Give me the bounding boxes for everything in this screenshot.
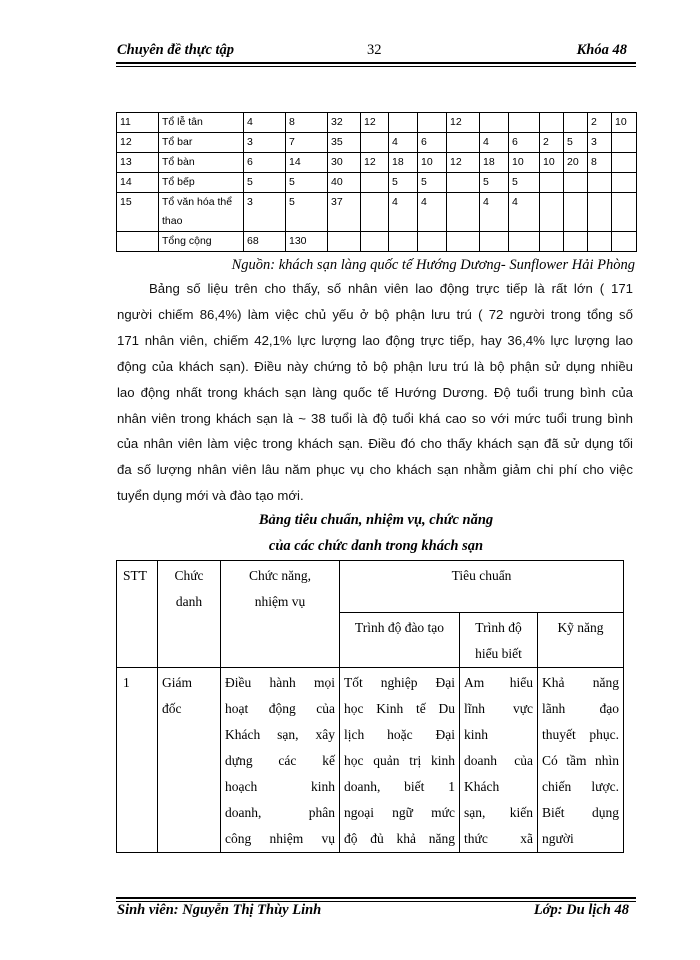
- paragraph-line: nhân viên trong khách sạn là ~ 38 tuổi là độ tuổi khá cao so với mức tuổi trung bình: [117, 410, 633, 426]
- table2-title-line2: của các chức danh trong khách sạn: [268, 538, 484, 554]
- cell-line: học Kinh tế Du: [344, 701, 455, 716]
- staff-table-cell: 12: [361, 113, 389, 133]
- staff-table-cell: [588, 232, 612, 252]
- staff-table-dept-cell: Tổ văn hóa thể thao: [159, 193, 244, 232]
- cell-line: Có tầm nhìn: [542, 753, 619, 768]
- paragraph-line: đa số lượng nhân viên lâu năm phục vụ cho khách sạn nhằm giảm chi phí cho việc: [117, 462, 633, 478]
- header-function: Chức năng, nhiệm vụ: [221, 561, 340, 668]
- cell-line: Khách sạn, xây: [225, 727, 335, 742]
- staff-table-cell: 35: [328, 133, 361, 153]
- staff-table-cell: [588, 173, 612, 193]
- paragraph-line: động của khách sạn). Điều này chứng tỏ bộ phận lưu trú là bộ phận sử dụng nhiều: [117, 358, 633, 374]
- staff-table-cell: 2: [540, 133, 564, 153]
- staff-table-cell: 4: [480, 193, 509, 232]
- cell-line: thuyết phục.: [542, 727, 619, 742]
- staff-table-cell: 18: [480, 153, 509, 173]
- staff-table-cell: [480, 113, 509, 133]
- staff-table-cell: 12: [361, 153, 389, 173]
- staff-table-cell: 40: [328, 173, 361, 193]
- staff-table-cell: [389, 113, 418, 133]
- cell-line: hoạch kinh: [225, 779, 335, 794]
- cell-line: chiến lược.: [542, 779, 619, 794]
- header-course: Chuyên đề thực tập: [117, 42, 235, 58]
- staff-table-cell: 15: [117, 193, 159, 232]
- staff-table-cell: [328, 232, 361, 252]
- criteria-table: [116, 560, 624, 853]
- cell-line: Biết dụng: [542, 805, 619, 820]
- staff-table-cell: 4: [389, 133, 418, 153]
- staff-table-cell: 5: [564, 133, 588, 153]
- staff-table-cell: [361, 133, 389, 153]
- staff-table-cell: 7: [286, 133, 328, 153]
- paragraph-line: 171 nhân viên, chiếm 42,1% lực lượng lao động trực tiếp, hay 36,4% lực lượng lao: [117, 332, 633, 348]
- staff-table-cell: [389, 232, 418, 252]
- staff-table-cell: 10: [418, 153, 447, 173]
- staff-table-cell: 37: [328, 193, 361, 232]
- staff-table-cell: 4: [418, 193, 447, 232]
- staff-table-cell: 20: [564, 153, 588, 173]
- staff-table-cell: [540, 193, 564, 232]
- staff-table-cell: 5: [389, 173, 418, 193]
- staff-table-cell: 10: [540, 153, 564, 173]
- staff-table-cell: 12: [117, 133, 159, 153]
- staff-table-cell: [540, 113, 564, 133]
- cell-line: Khả năng: [542, 675, 619, 690]
- cell-line: đốc: [162, 701, 182, 716]
- staff-table-cell: 5: [418, 173, 447, 193]
- staff-table-dept-cell: Tổ bàn: [159, 153, 244, 173]
- row1-education: [340, 668, 460, 853]
- row1-skills: [538, 668, 624, 853]
- staff-table-cell: [612, 173, 637, 193]
- staff-table-cell: 18: [389, 153, 418, 173]
- staff-table-cell: [447, 133, 480, 153]
- paragraph-line: lao động nhất trong khách sạn làng quốc tế Hướng Dương. Độ tuổi trung bình của: [117, 384, 633, 400]
- staff-table-cell: 10: [612, 113, 637, 133]
- header-criteria: Tiêu chuẩn: [340, 561, 624, 613]
- staff-table-cell: 6: [418, 133, 447, 153]
- staff-table-cell: [509, 113, 540, 133]
- row1-stt: 1: [117, 668, 158, 853]
- staff-table-cell: 5: [480, 173, 509, 193]
- staff-table-cell: 6: [509, 133, 540, 153]
- footer-class: Lớp: Du lịch 48: [533, 902, 629, 918]
- page-number: 32: [367, 42, 382, 58]
- cell-line: công nhiệm vụ: [225, 831, 335, 846]
- cell-line: thức xã: [464, 831, 533, 846]
- cell-line: kinh: [464, 727, 489, 742]
- staff-table-cell: 3: [244, 133, 286, 153]
- staff-table-cell: 2: [588, 113, 612, 133]
- staff-table-cell: 8: [286, 113, 328, 133]
- staff-table-row: [117, 133, 637, 153]
- cell-line: hoạt động của: [225, 701, 335, 716]
- staff-table-cell: [361, 232, 389, 252]
- staff-table-cell: 5: [286, 173, 328, 193]
- staff-table-cell: 5: [509, 173, 540, 193]
- staff-table-cell: [612, 193, 637, 232]
- header-cohort: Khóa 48: [576, 42, 627, 58]
- staff-table-cell: 4: [480, 133, 509, 153]
- staff-table-cell: [612, 153, 637, 173]
- cell-line: ngoại ngữ mức: [344, 805, 455, 820]
- staff-table-cell: 5: [286, 193, 328, 232]
- paragraph-line: người chiếm 86,4%) làm việc chủ yếu ở bộ phận lưu trú ( 72 người trong tổng số: [117, 306, 633, 322]
- staff-table-cell: [509, 232, 540, 252]
- staff-table-cell: [480, 232, 509, 252]
- header-title: Chức danh: [158, 561, 221, 668]
- cell-line: doanh, phân: [225, 805, 335, 820]
- header-skills: Kỹ năng: [538, 613, 624, 668]
- cell-line: người: [542, 831, 574, 846]
- row1-function: [221, 668, 340, 853]
- staff-table-cell: [540, 173, 564, 193]
- cell-line: dựng các kế: [225, 753, 335, 768]
- staff-table-cell: [117, 232, 159, 252]
- staff-table-row: [117, 193, 637, 232]
- cell-line: doanh của: [464, 753, 533, 768]
- header-rule: [116, 62, 636, 67]
- staff-table-cell: 8: [588, 153, 612, 173]
- cell-line: Khách: [464, 779, 500, 794]
- staff-table-cell: [564, 173, 588, 193]
- staff-table-cell: 5: [244, 173, 286, 193]
- staff-table-cell: 68: [244, 232, 286, 252]
- staff-table-dept-cell: Tổng cộng: [159, 232, 244, 252]
- paragraph-line: Bảng số liệu trên cho thấy, số nhân viên lao động trực tiếp là rất lớn ( 171: [149, 281, 633, 296]
- header-stt: STT: [117, 561, 158, 668]
- table2-title-line1: Bảng tiêu chuẩn, nhiệm vụ, chức năng: [258, 512, 494, 528]
- staff-table-cell: [540, 232, 564, 252]
- staff-table-cell: 130: [286, 232, 328, 252]
- staff-table-dept-cell: Tổ lễ tân: [159, 113, 244, 133]
- staff-table-cell: [564, 193, 588, 232]
- header-knowledge: Trình độ hiểu biết: [460, 613, 538, 668]
- staff-table-cell: 13: [117, 153, 159, 173]
- staff-table-cell: 6: [244, 153, 286, 173]
- cell-line: độ đủ khả năng: [344, 831, 455, 846]
- paragraph-line: tuyển dụng mới và đào tạo mới.: [117, 488, 304, 504]
- staff-table-row: [117, 232, 637, 252]
- cell-line: sạn, kiến: [464, 805, 533, 820]
- staff-table-cell: 32: [328, 113, 361, 133]
- source-note: Nguồn: khách sạn làng quốc tế Hướng Dương- Sunflower Hải Phòng: [231, 257, 635, 273]
- staff-table-cell: [447, 232, 480, 252]
- staff-table-cell: [418, 232, 447, 252]
- row1-title: [158, 668, 221, 853]
- staff-table-row: [117, 113, 637, 133]
- staff-table-cell: 30: [328, 153, 361, 173]
- staff-table-cell: [564, 113, 588, 133]
- cell-line: Điều hành mọi: [225, 675, 335, 690]
- staff-table-cell: 3: [244, 193, 286, 232]
- staff-table-cell: 4: [389, 193, 418, 232]
- body-paragraph: [117, 276, 633, 509]
- row1-knowledge: [460, 668, 538, 853]
- staff-table-cell: 4: [244, 113, 286, 133]
- cell-line: lịch hoặc Đại: [344, 727, 455, 742]
- staff-table-cell: 11: [117, 113, 159, 133]
- staff-table-dept-cell: Tổ bếp: [159, 173, 244, 193]
- staff-table-cell: 14: [117, 173, 159, 193]
- staff-table-cell: [418, 113, 447, 133]
- footer-student: Sinh viên: Nguyễn Thị Thùy Linh: [117, 902, 322, 918]
- staff-table-cell: 12: [447, 153, 480, 173]
- staff-table-cell: 14: [286, 153, 328, 173]
- cell-line: doanh, biết 1: [344, 779, 455, 794]
- page-header: [115, 38, 635, 62]
- staff-table-cell: [447, 173, 480, 193]
- staff-table-cell: [612, 232, 637, 252]
- header-education: Trình độ đào tạo: [340, 613, 460, 668]
- staff-table-cell: 10: [509, 153, 540, 173]
- staff-table-cell: [612, 133, 637, 153]
- staff-table-cell: [564, 232, 588, 252]
- staff-table-cell: 3: [588, 133, 612, 153]
- staff-table-dept-cell: Tổ bar: [159, 133, 244, 153]
- staff-table-cell: [588, 193, 612, 232]
- staff-table-cell: 12: [447, 113, 480, 133]
- staff-table: [116, 112, 637, 252]
- cell-line: học quản trị kinh: [344, 753, 455, 768]
- staff-table-cell: [361, 173, 389, 193]
- staff-table-cell: [361, 193, 389, 232]
- cell-line: Tốt nghiệp Đại: [344, 675, 455, 690]
- staff-table-row: [117, 173, 637, 193]
- staff-table-row: [117, 153, 637, 173]
- staff-table-cell: 4: [509, 193, 540, 232]
- cell-line: lĩnh vực: [464, 701, 533, 716]
- cell-line: Am hiểu: [464, 675, 533, 690]
- cell-line: lãnh đạo: [542, 701, 619, 716]
- cell-line: Giám: [162, 675, 192, 690]
- paragraph-line: của nhân viên làm việc trong khách sạn. Điều đó cho thấy khách sạn đã sử dụng tối: [117, 436, 633, 452]
- staff-table-cell: [447, 193, 480, 232]
